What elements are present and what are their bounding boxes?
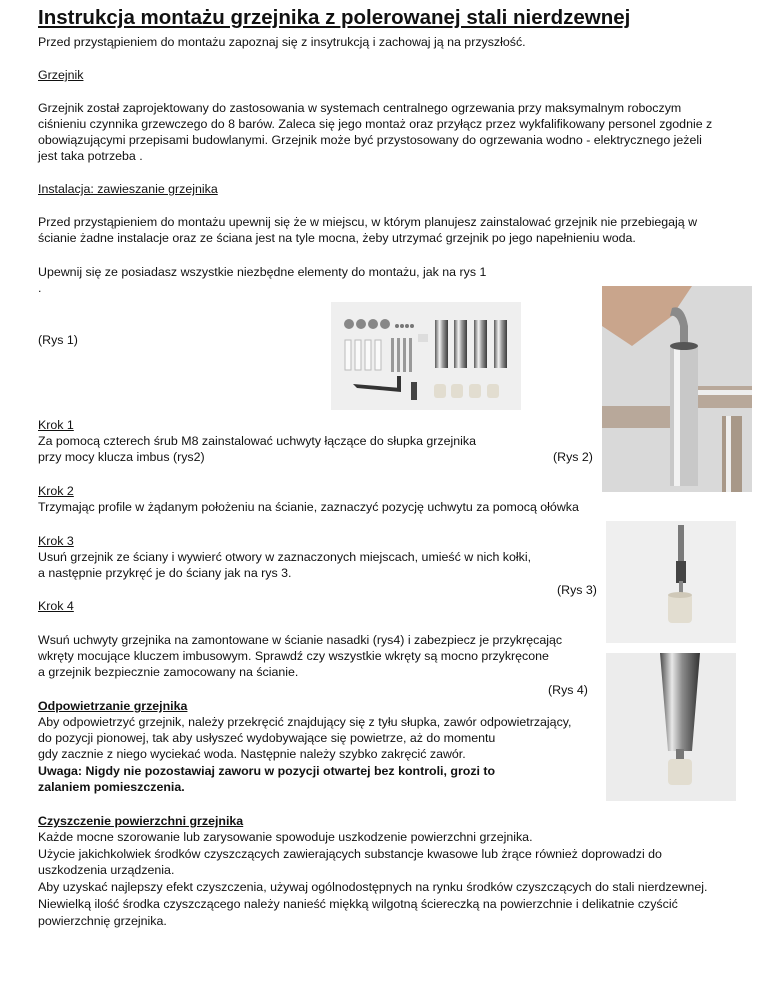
paragraph-line: Przed przystąpieniem do montażu upewnij się że w miejscu, w którym planujesz zainstalować grzejnik nie przebiegają w	[38, 215, 698, 229]
figure-label-rys4: (Rys 4)	[548, 683, 588, 697]
sleeve-photo	[606, 653, 736, 801]
paragraph-line: Aby odpowietrzyć grzejnik, należy przekręcić znajdujący się z tyłu słupka, zawór odpowietrzający,	[38, 715, 572, 729]
figure-label-rys1: (Rys 1)	[38, 333, 78, 347]
step-heading-krok4: Krok 4	[38, 599, 74, 613]
figure-label-rys3: (Rys 3)	[557, 583, 597, 597]
paragraph-line: a grzejnik bezpiecznie zamocowany na ścianie.	[38, 665, 299, 679]
figure-label-rys2: (Rys 2)	[553, 450, 593, 464]
paragraph-line: do pozycji pionowej, tak aby usłyszeć wydobywające się powietrze, aż do momentu	[38, 731, 496, 745]
paragraph-line: Niewielką ilość środka czyszczącego należy nanieść miękką wilgotną ściereczką na powierzchnie i delikatnie czyścić	[38, 897, 678, 911]
paragraph-line: Wsuń uchwyty grzejnika na zamontowane w ścianie nasadki (rys4) i zabezpiecz je przykręcając	[38, 633, 563, 647]
step-heading-krok1: Krok 1	[38, 418, 74, 432]
section-heading-odpowietrzanie: Odpowietrzanie grzejnika	[38, 699, 188, 713]
paragraph-line: przy mocy klucza imbus (rys2)	[38, 450, 205, 464]
paragraph-dot: .	[38, 281, 42, 295]
section-heading-instalacja: Instalacja: zawieszanie grzejnika	[38, 182, 218, 196]
section-heading-grzejnik: Grzejnik	[38, 68, 84, 82]
intro-text: Przed przystąpieniem do montażu zapoznaj się z insytrukcją i zachowaj ją na przyszłość.	[38, 35, 526, 49]
paragraph-line: Każde mocne szorowanie lub zarysowanie spowoduje uszkodzenie powierzchni grzejnika.	[38, 830, 533, 844]
connector-photo	[602, 286, 752, 492]
paragraph-line: ciśnieniu czynnika grzewczego do 8 barów. Zaleca się jego montaż oraz przyłącz przez wykfalifikowany personel zgodnie z	[38, 117, 713, 131]
paragraph-line: powierzchnię grzejnika.	[38, 914, 167, 928]
paragraph-line: Usuń grzejnik ze ściany i wywierć otwory w zaznaczonych miejscach, umieść w nich kołki,	[38, 550, 532, 564]
document-title: Instrukcja montażu grzejnika z polerowanej stali nierdzewnej	[38, 6, 631, 29]
paragraph-line: obowiązującymi przepisami budowlanymi. Grzejnik może być przystosowany do ogrzewania wodno - elektrycznego jeżeli	[38, 133, 702, 147]
paragraph-line: a następnie przykręć je do ściany jak na rys 3.	[38, 566, 292, 580]
paragraph-line: wkręty mocujące kluczem imbusowym. Sprawdź czy wszystkie wkręty są mocno przykręcone	[38, 649, 549, 663]
step-heading-krok2: Krok 2	[38, 484, 74, 498]
paragraph-line: Za pomocą czterech śrub M8 zainstalować uchwyty łączące do słupka grzejnika	[38, 434, 477, 448]
paragraph-line: Użycie jakichkolwiek środków czyszczących zawierających substancje kwasowe lub żrące również doprowadzi do	[38, 847, 662, 861]
warning-text: Uwaga: Nigdy nie pozostawiaj zaworu w pozycji otwartej bez kontroli, grozi to	[38, 764, 496, 778]
parts-photo	[331, 302, 521, 410]
paragraph-line: Trzymając profile w żądanym położeniu na ścianie, zaznaczyć pozycję uchwytu za pomocą ołówka	[38, 500, 579, 514]
section-heading-czyszczenie: Czyszczenie powierzchni grzejnika	[38, 814, 244, 828]
warning-text: zalaniem pomieszczenia.	[38, 780, 185, 794]
paragraph-line: jest taka potrzeba .	[38, 149, 143, 163]
paragraph-line: Upewnij się ze posiadasz wszystkie niezbędne elementy do montażu, jak na rys 1	[38, 265, 487, 279]
paragraph-line: Grzejnik został zaprojektowany do zastosowania w systemach centralnego ogrzewania przy maksymalnym roboczym	[38, 101, 682, 115]
paragraph-line: uszkodzenia urządzenia.	[38, 863, 175, 877]
step-heading-krok3: Krok 3	[38, 534, 74, 548]
paragraph-line: gdy zacznie z niego wyciekać woda. Następnie należy szybko zakręcić zawór.	[38, 747, 466, 761]
paragraph-line: Aby uzyskać najlepszy efekt czyszczenia, używaj ogólnodostępnych na rynku środków czyszczących do stali nierdzewnej.	[38, 880, 708, 894]
drill-photo	[606, 521, 736, 643]
paragraph-line: ścianie żadne instalacje oraz ze ściana jest na tyle mocna, żeby utrzymać grzejnik po jego napełnieniu woda.	[38, 231, 636, 245]
